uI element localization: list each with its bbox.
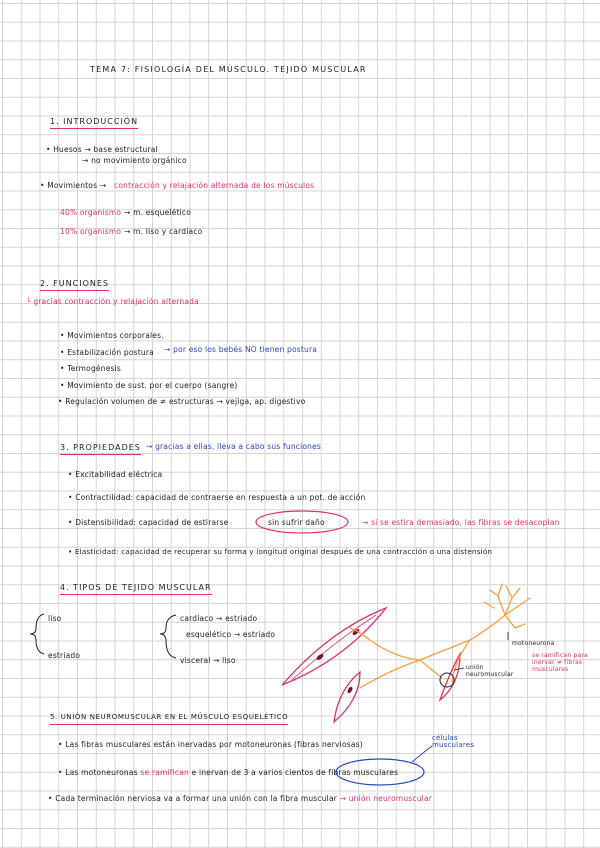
circle-sin-danio <box>256 511 348 533</box>
label-union: unión neuromuscular <box>466 664 514 678</box>
section-heading-intro: 1. INTRODUCCIÓN <box>50 116 138 129</box>
celulas-musculares-label: células musculares <box>432 734 475 749</box>
funciones-item-3: • Termogénesis <box>60 364 122 373</box>
funciones-item-4: • Movimiento de sust. por el cuerpo (sangre) <box>60 381 238 390</box>
tipos-liso: liso <box>48 614 62 623</box>
section-heading-funciones: 2. FUNCIONES <box>40 278 109 291</box>
intro-pct-10: 10% organismo <box>60 227 122 236</box>
section-heading-tipos: 4. TIPOS DE TEJIDO MUSCULAR <box>60 582 212 595</box>
intro-liso-cardiaco: → m. liso y cardíaco <box>124 227 203 236</box>
propiedades-distensibilidad: • Distensibilidad: capacidad de estirarse <box>68 518 229 527</box>
section-heading-propiedades: 3. PROPIEDADES <box>60 442 141 455</box>
intro-movimientos-note: contracción y relajación alternada de los músculos <box>114 181 315 190</box>
funciones-note: └ gracias contracción y relajación alternada <box>26 297 199 306</box>
intro-esqueletico: → m. esquelético <box>124 208 192 217</box>
tipos-estriado: estriado <box>48 651 81 660</box>
intro-huesos-sub: → no movimiento orgánico <box>82 156 187 165</box>
propiedades-sin-danio: sin sufrir daño <box>268 518 325 527</box>
propiedades-elasticidad: • Elasticidad: capacidad de recuperar su forma y longitud original después de una contracción o una distensión <box>68 547 493 556</box>
intro-movimientos: • Movimientos → <box>40 181 107 190</box>
propiedades-contractilidad: • Contractilidad: capacidad de contraerse en respuesta a un pot. de acción <box>68 493 366 502</box>
tipos-cardiaco: cardíaco → estriado <box>180 614 258 623</box>
brace-tipos-right <box>160 615 176 658</box>
tipos-visceral: visceral → liso <box>180 656 236 665</box>
label-ramifican: se ramifican para inervar ≠ fibras musculares <box>532 652 588 673</box>
propiedades-distensibilidad-note: → si se estira demasiado, las fibras se desacoplan <box>362 518 560 527</box>
funciones-postura-note: → por eso los bebés NO tienen postura <box>164 345 318 354</box>
funciones-item-5: • Regulación volumen de ≠ estructuras → vejiga, ap. digestivo <box>58 397 306 406</box>
brace-tipos-left <box>30 614 44 654</box>
motoneurona-diagram <box>350 584 530 688</box>
propiedades-note: → gracias a ellas, lleva a cabo sus funciones <box>146 442 322 451</box>
funciones-item-2: • Estabilización postura <box>60 348 154 357</box>
circle-fibras-musculares <box>336 759 424 785</box>
union-item-1: • Las fibras musculares están inervadas por motoneuronas (fibras nerviosas) <box>58 740 363 749</box>
page-title: TEMA 7: FISIOLOGÍA DEL MÚSCULO. TEJIDO MUSCULAR <box>90 65 367 74</box>
label-motoneurona: motoneurona <box>512 640 555 647</box>
tipos-esqueletico: esquelético → estriado <box>186 630 276 639</box>
union-item-3: • Cada terminación nerviosa va a formar una unión con la fibra muscular → unión neuromuscular <box>48 794 433 803</box>
section-heading-union: 5. UNIÓN NEUROMUSCULAR EN EL MÚSCULO ESQUELÉTICO <box>50 712 288 725</box>
union-item-2: • Las motoneuronas se ramifican e inervan de 3 a varios cientos de fibras musculares <box>58 768 399 777</box>
muscle-fiber-diagram <box>282 608 460 722</box>
intro-huesos: • Huesos → base estructural <box>46 145 158 154</box>
arrow-celulas <box>412 746 432 762</box>
propiedades-excitabilidad: • Excitabilidad eléctrica <box>68 470 163 479</box>
funciones-item-1: • Movimientos corporales. <box>60 331 164 340</box>
intro-pct-40: 40% organismo <box>60 208 122 217</box>
